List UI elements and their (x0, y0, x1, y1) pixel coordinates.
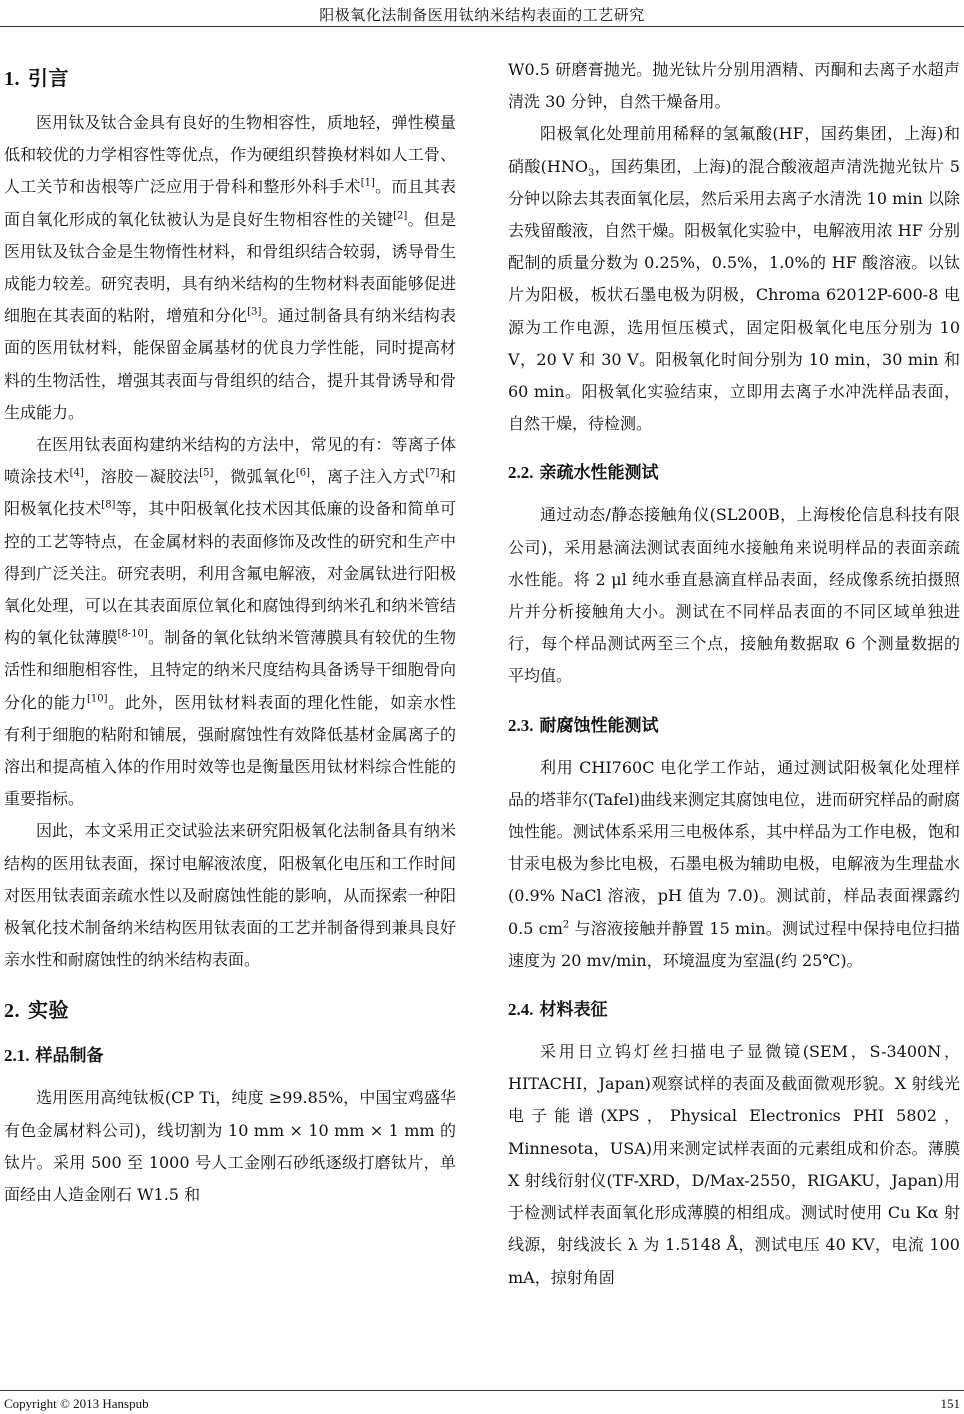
footer-copyright: Copyright © 2013 Hanspub (4, 1396, 149, 1411)
sample-prep-paragraph-2: 阳极氧化处理前用稀释的氢氟酸(HF，国药集团，上海)和硝酸($HNO_3$，国药集团，上海)的混合酸液超声清洗抛光钛片 5 分钟以除去其表面氧化层，然后采用去离子水清洗 10 min 以除去残留酸液，自然干燥。阳极氧化实验中，电解液用浓 HF 分别配制的质量分数为 0.25%，0.5%，1.0%的 HF 酸溶液。以钛片为阳极，板状石墨电极为阴极，Chroma 62012P-600-8 电源为工作电源，选用恒压模式，固定阳极氧化电压分别为 10 V，20 V 和 30 V。阳极氧化时间分别为 10 min，30 min 和 60 min。阳极氧化实验结束，立即用去离子水冲洗样品表面，自然干燥，待检测。 (508, 124, 960, 434)
running-head: 阳极氧化法制备医用钛纳米结构表面的工艺研究 (319, 6, 645, 24)
corrosion-paragraph: 利用 CHI760C 电化学工作站，通过测试阳极氧化处理样品的塔菲尔(Tafel)曲线来测定其腐蚀电位，进而研究样品的耐腐蚀性能。测试体系采用三电极体系，其中样品为工作电极，饱和甘汞电极为参比电极，石墨电极为辅助电极，电解液为生理盐水(0.9% NaCl 溶液，pH 值为 7.0)。测试前，样品表面裸露约 0.5 $cm^2$ 与溶液接触并静置 15 min。测试过程中保持电位扫描速度为 20 mv/min，环境温度为室温(约 25℃)。 (508, 757, 960, 970)
sample-prep-paragraph-1: 选用医用高纯钛板(CP Ti，纯度 ≥99.85%，中国宝鸡盛华有色金属材料公司)，线切割为 10 mm × 10 mm × 1 mm 的钛片。采用 500 至 1000 号人工金刚石砂纸逐级打磨钛片，单面经由人造金刚石 W1.5 和 (4, 1088, 456, 1205)
subsection-heading-wettability: 2.2. 亲疏水性能测试 (508, 463, 659, 484)
subsection-heading-characterization: 2.4. 材料表征 (508, 1000, 608, 1021)
sample-prep-paragraph-1-continued: W0.5 研磨膏抛光。抛光钛片分别用酒精、丙酮和去离子水超声清洗 30 分钟，自然干燥备用。 (508, 60, 960, 112)
section-heading-experiment: 2. 实验 (4, 998, 69, 1023)
right-column (508, 54, 960, 1294)
intro-paragraph-3: 因此，本文采用正交试验法来研究阳极氧化法制备具有纳米结构的医用钛表面，探讨电解液浓度，阳极氧化电压和工作时间对医用钛表面亲疏水性以及耐腐蚀性能的影响，从而探索一种阳极氧化技术制备纳米结构医用钛表面的工艺并制备得到兼具良好亲水性和耐腐蚀性的纳米结构表面。 (4, 821, 456, 970)
footer-rule (0, 1390, 964, 1391)
left-column (4, 50, 456, 1211)
subsection-heading-sample-prep: 2.1. 样品制备 (4, 1046, 104, 1067)
characterization-paragraph: 采用日立钨灯丝扫描电子显微镜(SEM，S-3400N，HITACHI，Japan)观察试样的表面及截面微观形貌。X 射线光电子能谱(XPS，Physical Electronics PHI 5802，Minnesota，USA)用来测定试样表面的元素组成和价态。薄膜 X 射线衍射仪(TF-XRD，D/Max-2550，RIGAKU，Japan)用于检测试样表面氧化形成薄膜的相组成。测试时使用 Cu Kα 射线源，射线波长 λ 为 1.5148 Å，测试电压 40 KV，电流 100 mA，掠射角固 (508, 1042, 960, 1287)
page-number: 151 (940, 1396, 960, 1411)
intro-paragraph-2: 在医用钛表面构建纳米结构的方法中，常见的有：等离子体喷涂技术[4]，溶胶－凝胶法[5]，微弧氧化[6]，离子注入方式[7]和阳极氧化技术[8]等，其中阳极氧化技术因其低廉的设备和简单可控的工艺等特点，在金属材料的表面修饰及改性的研究和生产中得到广泛关注。研究表明，利用含氟电解液，对金属钛进行阳极氧化处理，可以在其表面原位氧化和腐蚀得到纳米孔和纳米管结构的氧化钛薄膜[8-10]。制备的氧化钛纳米管薄膜具有较优的生物活性和细胞相容性，且特定的纳米尺度结构具备诱导干细胞骨向分化的能力[10]。此外，医用钛材料表面的理化性能，如亲水性有利于细胞的粘附和铺展，强耐腐蚀性有效降低基材金属离子的溶出和提高植入体的作用时效等也是衡量医用钛材料综合性能的重要指标。 (4, 435, 456, 809)
intro-paragraph-1: 医用钛及钛合金具有良好的生物相容性，质地轻，弹性模量低和较优的力学相容性等优点，作为硬组织替换材料如人工骨、人工关节和齿根等广泛应用于骨科和整形外科手术[1]。而且其表面自氧化形成的氧化钛被认为是良好生物相容性的关键[2]。但是医用钛及钛合金是生物惰性材料，和骨组织结合较弱，诱导骨生成能力较差。研究表明，具有纳米结构的生物材料表面能够促进细胞在其表面的粘附，增殖和分化[3]。通过制备具有纳米结构表面的医用钛材料，能保留金属基材的优良力学性能，同时提高材料的生物活性，增强其表面与骨组织的结合，提升其骨诱导和骨生成能力。 (4, 113, 456, 422)
subsection-heading-corrosion: 2.3. 耐腐蚀性能测试 (508, 715, 659, 736)
wettability-paragraph: 通过动态/静态接触角仪(SL200B，上海梭伦信息科技有限公司)，采用悬滴法测试表面纯水接触角来说明样品的表面亲疏水性能。将 2 μl 纯水垂直悬滴直样品表面，经成像系统拍摄照片并分析接触角大小。测试在不同样品表面的不同区域单独进行，每个样品测试两至三个点，接触角数据取 6 个测量数据的平均值。 (508, 505, 960, 686)
section-heading-intro: 1. 引言 (4, 66, 69, 90)
header-rule (0, 26, 964, 27)
